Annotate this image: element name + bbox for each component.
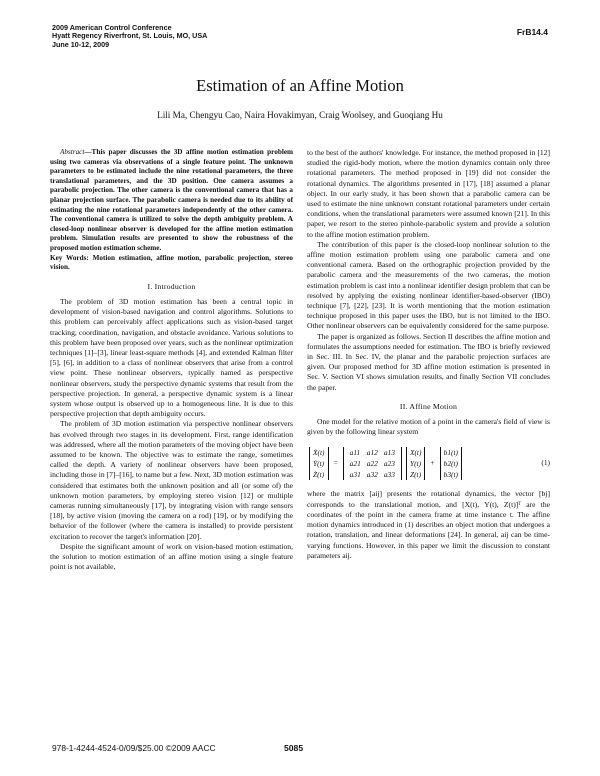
paragraph: where the matrix [aij] presents the rotational dynamics, the vector [bj] corresponds to the translational motion, and [X(t), Y(t), Z(t)]ᵀ are the coordinates of the point in the camera frame at time instance t. The affine motion dynamics introduced in (1) describes an object motion that undergoes a rotation, translation, and linear deformations [24]. In general, aij can be time-varying functions. However, in this paper we limit the discussion to constant parameters aij.	[307, 489, 550, 560]
matrix-cell: a12	[366, 447, 378, 457]
paragraph: to the best of the authors' knowledge. For instance, the method proposed in [12] studied the rigid-body motion, where the motion dynamics contain only three rotational parameters. The method proposed in [19] did not consider the rotational dynamics. The algorithms presented in [17], [18] assumed a planar object. In our early study, it has been shown that a parabolic camera can be used to estimate the nine unknown constant rotational parameters under certain conditions, when the translational parameters were assumed known [21]. In this paper, we resort to the stereo pinhole-parabolic system and provide a solution to the affine motion estimation problem.	[307, 148, 550, 239]
conference-venue: Hyatt Regency Riverfront, St. Louis, MO, USA	[52, 31, 208, 41]
paragraph: The paper is organized as follows. Section II describes the affine motion and formulates the assumptions needed for estimation. The IBO is briefly reviewed in Sec. III. In Sec. IV, the planar and the parabolic projection surfaces are given. Our proposed method for 3D affine motion estimation is presented in Sec. V. Section VI shows simulation results, and finally Section VII concludes the paper.	[307, 331, 550, 392]
matrix-cell: a32	[366, 469, 378, 479]
paragraph: Despite the significant amount of work on vision-based motion estimation, the solution to motion estimation of an affine motion using a single feature point is not available,	[50, 541, 293, 572]
conference-dates: June 10-12, 2009	[52, 39, 110, 49]
abstract	[50, 148, 293, 254]
paragraph: The problem of 3D motion estimation via perspective nonlinear observers has evolved through two stages in its development. First, range identification was addressed, where all the motion parameters of the moving object have been assumed to be known. The objective was to estimate the range, sometimes called the depth. A variety of nonlinear observers have been proposed, including those in [7]–[16], to name but a few. Next, 3D motion estimation was considered that estimates both the unknown position and all (or some of) the unknown motion parameters, by employing stereo vision [12] or multiple cameras running simultaneously [17], by integrating vision with range sensors [18], by active vision (moving the camera on a rod) [19], or by modifying the behavior of the follower (where the camera is installed) to provide persistent excitation to recover the target's information [20].	[50, 419, 293, 541]
equation-cell: Ż(t)	[313, 469, 325, 479]
equation-cell: Z(t)	[409, 469, 422, 479]
paragraph: The problem of 3D motion estimation has been a central topic in development of vision-based navigation and control algorithms. Solutions to this problem can perceivably affect applications such as vision-based target tracking, coordination, navigation, and obstacle avoidance. Various solutions to this problem have been proposed over years, such as the nonlinear optimization techniques [1]–[3], linear least-square methods [4], and extended Kalman filter [5], [6], in addition to a class of nonlinear observers that arise from a control view point. These nonlinear observers, typically named as perspective nonlinear observers, study the perspective dynamic systems that result from the perspective projection. In general, a perspective dynamic system is a linear system whose output is observed up to a homogeneous line. It is due to this perspective projection that depth ambiguity occurs.	[50, 296, 293, 419]
matrix-cell: a33	[383, 469, 395, 479]
paragraph: The contribution of this paper is the closed-loop nonlinear solution to the affine motion estimation problem using one parabolic camera and one conventional camera. Based on the orthographic projection provided by the parabolic camera and the measurements of the two cameras, the motion estimation problem is cast into a nonlinear identifier design problem that can be resolved by applying the existing nonlinear identifier-based-observer (IBO) technique [7], [22], [23]. It is worth mentioning that the motion estimation technique proposed in this paper uses the IBO, but is not limited to the IBO. Other nonlinear observers can be equivalently considered for the same purpose.	[307, 239, 550, 331]
abstract-label: Abstract	[60, 148, 85, 156]
conference-header	[52, 24, 207, 49]
equation-cell: b2(t)	[443, 458, 458, 468]
matrix-cell: a23	[383, 458, 395, 468]
conference-name: 2009 American Control Conference	[52, 23, 172, 32]
translation-vector	[440, 447, 462, 480]
keywords: Key Words: Motion estimation, affine motion, parabolic projection, stereo vision.	[50, 253, 293, 272]
equation-cell: Ẋ(t)	[313, 447, 325, 457]
abstract-text: —This paper discusses the 3D affine motion estimation problem using two cameras via observations of a single feature point. The unknown parameters to be estimated include the nine rotational parameters, the three translational parameters, and the 3D position. One camera assumes a parabolic projection. The other camera is the conventional camera that has a planar projection surface. The parabolic camera is needed due to its ability of estimating the nine rotational parameters independently of the other camera. The conventional camera is utilized to solve the depth ambiguity problem. A closed-loop nonlinear observer is developed for the affine motion estimation problem. Simulation results are presented to show the robustness of the proposed motion estimation scheme.	[50, 148, 293, 252]
equation-cell: Y(t)	[409, 458, 422, 468]
session-code: FrB14.4	[516, 27, 548, 37]
equation-cell: X(t)	[409, 447, 422, 457]
paper-title: Estimation of an Affine Motion	[196, 76, 404, 95]
footer-isbn: 978-1-4244-4524-0/09/$25.00 ©2009 AACC	[52, 743, 216, 753]
matrix-cell: a11	[349, 447, 361, 457]
paper-authors: Lili Ma, Chengyu Cao, Naira Hovakimyan, Craig Woolsey, and Guoqiang Hu	[157, 110, 443, 120]
matrix-cell: a21	[349, 458, 361, 468]
equation-1	[307, 441, 550, 485]
page-number: 5085	[284, 743, 304, 753]
paragraph: One model for the relative motion of a point in the camera's field of view is given by the following linear system	[307, 417, 550, 437]
section-heading-affine-motion: II. Affine Motion	[399, 401, 458, 411]
state-vector	[406, 447, 426, 480]
equation-lhs-vector	[309, 447, 329, 480]
equation-number: (1)	[541, 458, 550, 468]
right-column	[307, 148, 550, 561]
left-column	[50, 148, 293, 572]
equation-cell: Ẏ(t)	[313, 458, 325, 468]
matrix-cell: a31	[349, 469, 361, 479]
equation-cell: b1(t)	[443, 447, 458, 457]
matrix-cell: a13	[383, 447, 395, 457]
section-heading-introduction: I. Introduction	[147, 281, 196, 291]
equation-cell: b3(t)	[443, 469, 458, 479]
equals-sign: =	[333, 458, 338, 468]
matrix-cell: a22	[366, 458, 378, 468]
plus-sign: +	[430, 458, 435, 468]
rotation-matrix	[343, 447, 402, 480]
